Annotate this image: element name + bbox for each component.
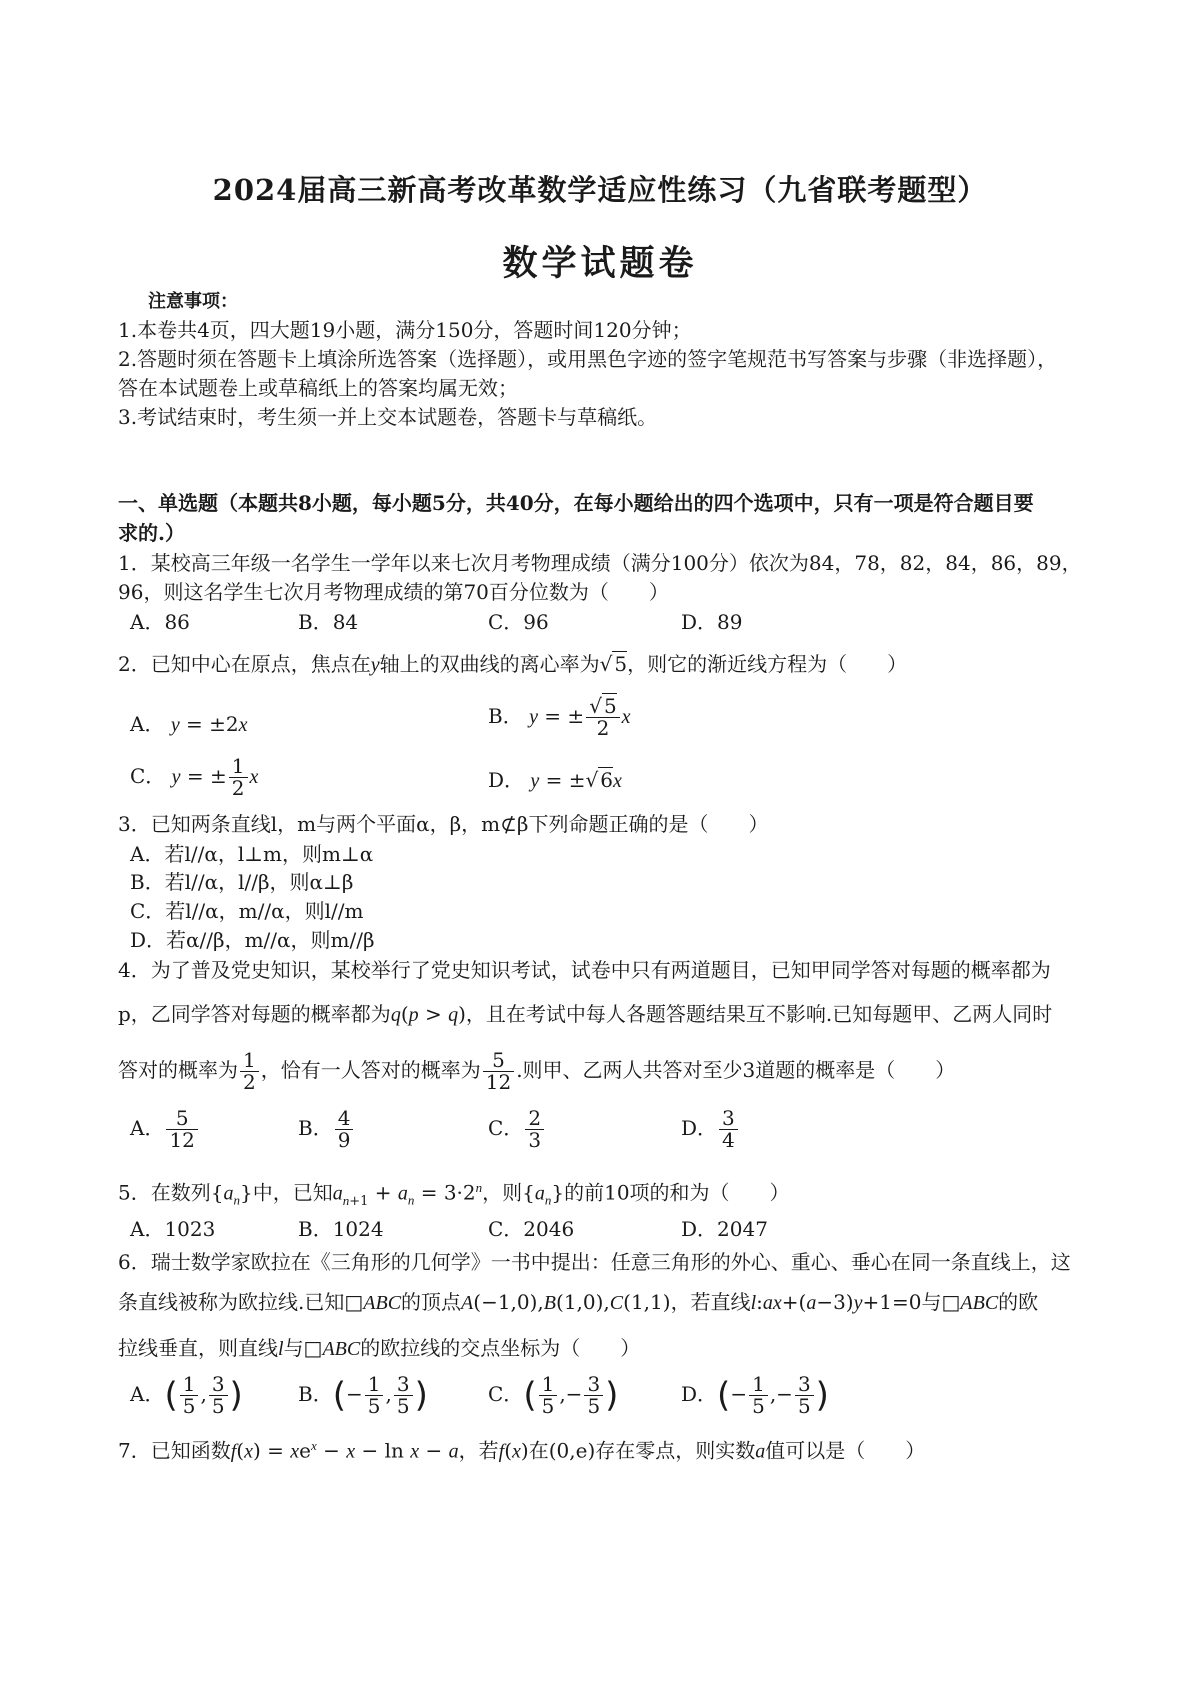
q2-stem: 2．已知中心在原点，焦点在y轴上的双曲线的离心率为√ 5，则它的渐近线方程为（ ） [118, 652, 908, 676]
exam-title: 2024届高三新高考改革数学适应性练习（九省联考题型） [212, 173, 988, 207]
section1-heading: 一、单选题（本题共8小题，每小题5分，共40分，在每小题给出的四个选项中，只有一项是符合题目要 [118, 491, 1034, 515]
q3-option-b: B．若l//α，l//β，则α⊥β [130, 870, 354, 894]
q2-option-a: A． y = ±2x [130, 712, 248, 736]
q6-option-c: C．( $\frac{1}{5}$ ,− $\frac{3}{5}$ ) [488, 1372, 619, 1418]
q1-option-d: D．89 [681, 610, 743, 634]
q3-option-c: C．若l//α，m//α，则l//m [130, 899, 364, 923]
q1-option-a: A．86 [130, 610, 190, 634]
q5-option-d: D．2047 [681, 1217, 768, 1241]
q3-option-a: A．若l//α，l⊥m，则m⊥α [130, 842, 374, 866]
q7-stem: 7．已知函数$f(x) = xe^x - x - \ln x - a$，若f(x)在(0,e)存在零点，则实数a值可以是（ ） [118, 1438, 926, 1463]
q6-stem-line3: 拉线垂直，则直线l与□ABC的欧拉线的交点坐标为（ ） [118, 1336, 641, 1360]
q3-stem: 3．已知两条直线l，m与两个平面α，β，m⊄β下列命题正确的是（ ） [118, 812, 769, 836]
q6-stem-line2: 条直线被称为欧拉线.已知□ABC的顶点A(−1,0),B(1,0),C(1,1)，若直线l:ax+(a−3)y+1=0与□ABC的欧 [118, 1290, 1039, 1314]
q2-option-d: D． y = ±√ 6x [488, 768, 622, 792]
q4-option-a: A． $\frac{5}{12}$ [130, 1108, 200, 1151]
section1-heading-cont: 求的.） [118, 521, 185, 545]
q1-option-b: B．84 [298, 610, 359, 634]
q3-option-d: D．若α//β，m//α，则m//β [130, 928, 375, 952]
q5-option-a: A．1023 [130, 1217, 216, 1241]
notice-heading: 注意事项： [148, 291, 238, 312]
q4-stem-line2: p，乙同学答对每题的概率都为q(p > q)，且在考试中每人各题答题结果互不影响.已知每题甲、乙两人同时 [118, 1002, 1053, 1026]
q6-option-a: A．( $\frac{1}{5}$ , $\frac{3}{5}$ ) [130, 1372, 243, 1418]
q4-option-c: C． $\frac{2}{3}$ [488, 1108, 546, 1151]
q1-option-c: C．96 [488, 610, 549, 634]
q1-stem-cont: 96，则这名学生七次月考物理成绩的第70百分位数为（ ） [118, 580, 669, 604]
notice-item-2: 2.答题时须在答题卡上填涂所选答案（选择题），或用黑色字迹的签字笔规范书写答案与步骤（非选择题）， [118, 347, 1058, 371]
q4-option-b: B． $\frac{4}{9}$ [298, 1108, 355, 1151]
q5-option-b: B．1024 [298, 1217, 384, 1241]
notice-item-3: 3.考试结束时，考生须一并上交本试题卷，答题卡与草稿纸。 [118, 405, 658, 429]
notice-item-2-cont: 答在本试题卷上或草稿纸上的答案均属无效； [118, 376, 518, 400]
q1-stem: 1．某校高三年级一名学生一学年以来七次月考物理成绩（满分100分）依次为84，78，82，84，86，89， [118, 551, 1082, 575]
q5-option-c: C．2046 [488, 1217, 575, 1241]
q6-option-d: D．(− $\frac{1}{5}$ ,− $\frac{3}{5}$ ) [681, 1372, 829, 1418]
notice-item-1: 1.本卷共4页，四大题19小题，满分150分，答题时间120分钟； [118, 318, 692, 342]
q2-option-c: C． y = ± $\frac{1}{2}$ x [130, 754, 259, 800]
q4-option-d: D． $\frac{3}{4}$ [681, 1108, 740, 1151]
q2-option-b: B． y = ± $\frac{√ 5}{2}$ x [488, 694, 631, 740]
q6-option-b: B．(− $\frac{1}{5}$ , $\frac{3}{5}$ ) [298, 1372, 428, 1418]
q4-stem: 4．为了普及党史知识，某校举行了党史知识考试，试卷中只有两道题目，已知甲同学答对每题的概率都为 [118, 958, 1051, 982]
q6-stem: 6．瑞士数学家欧拉在《三角形的几何学》一书中提出：任意三角形的外心、重心、垂心在同一条直线上，这 [118, 1250, 1071, 1274]
q5-stem: 5．在数列$\{a_n\}$中，已知$a_{n+1} + a_n = 3\cdot 2^n$，则$\{a_n\}$的前10项的和为（ ） [118, 1180, 790, 1209]
exam-subtitle: 数学试题卷 [502, 243, 698, 284]
q4-stem-line3: 答对的概率为 $\frac{1}{2}$ ，恰有一人答对的概率为 $\frac{5}{12}$ .则甲、乙两人共答对至少3道题的概率是（ ） [118, 1048, 956, 1094]
